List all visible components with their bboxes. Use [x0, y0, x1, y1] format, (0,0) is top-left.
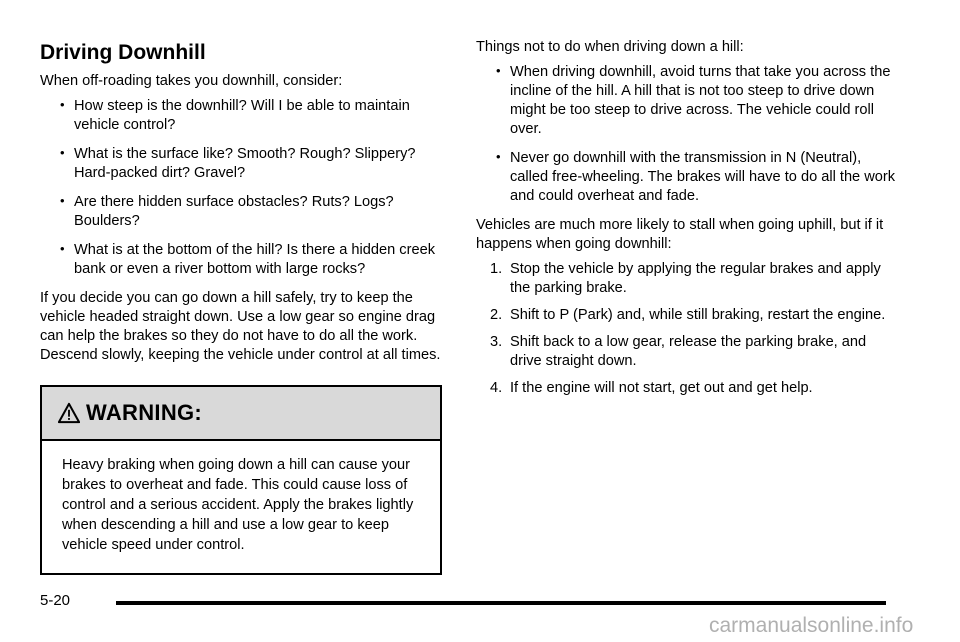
steps-list	[476, 260, 896, 398]
warning-title: WARNING:	[86, 400, 203, 425]
list-item: 4. If the engine will not start, get out and get help.	[490, 380, 813, 396]
warning-body: Heavy braking when going down a hill can cause your brakes to overheat and fade. This could cause loss of control and a serious accident. Apply the brakes lightly when descending a hill and use a low gear to keep vehicle speed under control.	[62, 457, 414, 553]
right-paragraph: Vehicles are much more likely to stall when going uphill, but if it happens when going downhill:	[476, 217, 884, 252]
bullet-icon: •	[60, 193, 65, 208]
bullet-icon: •	[496, 63, 501, 78]
list-item: 3. Shift back to a low gear, release the parking brake, and drive straight down.	[490, 334, 867, 369]
left-paragraph: If you decide you can go down a hill safely, try to keep the vehicle headed straight down. Use a low gear so engine drag can help the brakes so they do not have to do all the work. Descend slowly, keeping the vehicle under control at all times.	[40, 290, 441, 363]
warning-header	[42, 387, 440, 441]
footer-divider	[116, 601, 886, 605]
left-column	[40, 40, 444, 365]
section-title: Driving Downhill	[40, 41, 206, 64]
bullet-icon: •	[60, 241, 65, 256]
list-item: • How steep is the downhill? Will I be able to maintain vehicle control?	[60, 97, 410, 133]
list-item: • Never go downhill with the transmission in N (Neutral), called free-wheeling. The brakes will have to do all the work and could overheat and fade.	[496, 149, 896, 204]
list-item: 2. Shift to P (Park) and, while still braking, restart the engine.	[490, 307, 886, 323]
list-item: • Are there hidden surface obstacles? Ruts? Logs? Boulders?	[60, 193, 394, 229]
list-item: • What is at the bottom of the hill? Is there a hidden creek bank or even a river bottom with large rocks?	[60, 241, 435, 277]
warning-triangle-icon	[58, 402, 80, 424]
bullet-icon: •	[60, 145, 65, 160]
list-item: • What is the surface like? Smooth? Rough? Slippery? Hard-packed dirt? Gravel?	[60, 145, 416, 181]
right-intro: Things not to do when driving down a hill:	[476, 39, 744, 55]
right-column	[476, 38, 896, 406]
warning-box	[40, 385, 442, 575]
list-item: • When driving downhill, avoid turns that take you across the incline of the hill. A hill that is not too steep to drive down might be too steep to drive across. The vehicle could roll over.	[496, 63, 891, 137]
bullet-icon: •	[496, 149, 501, 164]
page-number: 5-20	[40, 592, 71, 609]
list-item: 1. Stop the vehicle by applying the regular brakes and apply the parking brake.	[490, 261, 881, 296]
left-intro: When off-roading takes you downhill, consider:	[40, 73, 343, 89]
right-bullet-list	[476, 63, 896, 206]
bullet-icon: •	[60, 97, 65, 112]
left-bullet-list	[40, 97, 444, 279]
watermark: carmanualsonline.info	[709, 614, 914, 637]
